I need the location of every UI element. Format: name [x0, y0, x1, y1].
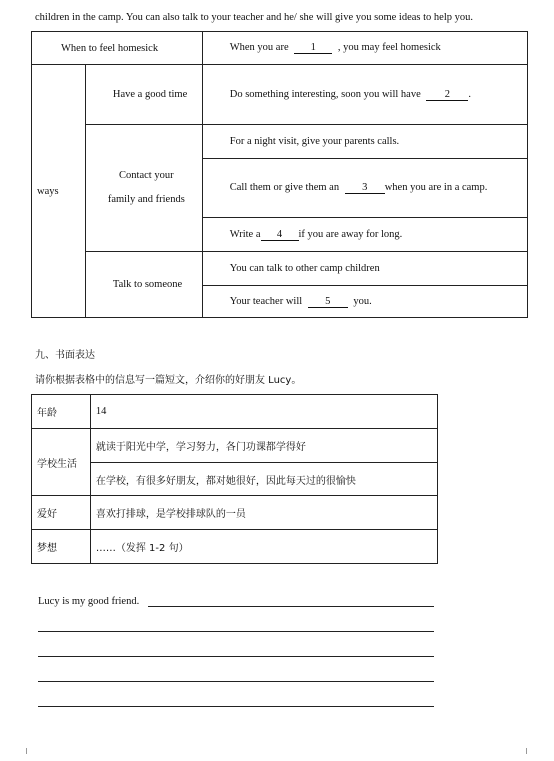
writing-start: Lucy is my good friend.	[38, 596, 140, 607]
age-label: 年龄	[37, 408, 57, 419]
teacher-pre: Your teacher will	[229, 295, 303, 307]
writing-line-5[interactable]	[38, 706, 434, 707]
age-value-cell	[90, 395, 437, 429]
call-pre: Call them or give them an	[229, 182, 340, 193]
school-label-cell	[32, 429, 91, 496]
page-corner-mark-right	[526, 748, 533, 754]
call-cell	[202, 159, 527, 218]
instruction-text: 请你根据表格中的信息写一篇短文，介绍你的好朋友 Lucy。	[35, 375, 302, 386]
age-label-cell	[32, 395, 91, 429]
intro-line: children in the camp. You can also talk to your teacher and he/ she will give you some ideas to help you.	[35, 12, 473, 23]
school-value-1: 就读于阳光中学，学习努力，各门功课都学得好	[95, 442, 306, 453]
homesick-table	[31, 31, 528, 318]
age-value: 14	[95, 406, 107, 417]
contact-line-2: family and friends	[107, 194, 185, 205]
when-label-cell	[32, 32, 203, 65]
writing-line-1[interactable]	[148, 606, 434, 607]
teacher-post: you.	[353, 295, 372, 307]
blank-3[interactable]: 3	[345, 182, 385, 194]
dream-label: 梦想	[37, 543, 57, 554]
night-visit-text: For a night visit, give your parents calls.	[229, 136, 400, 147]
section-title: 九、书面表达	[35, 350, 95, 361]
ways-label: ways	[37, 185, 59, 197]
writing-line-4[interactable]	[38, 681, 434, 682]
call-post: when you are in a camp.	[384, 182, 488, 193]
writing-line-2[interactable]	[38, 631, 434, 632]
when-pre: When you are	[229, 42, 289, 53]
contact-line-1: Contact your	[119, 170, 174, 181]
write-cell	[202, 218, 527, 252]
good-time-cell	[202, 65, 527, 125]
talk-children-text: You can talk to other camp children	[229, 263, 380, 274]
writing-line-3[interactable]	[38, 656, 434, 657]
when-cell	[202, 32, 527, 65]
when-post: , you may feel homesick	[337, 42, 441, 53]
hobby-label: 爱好	[37, 509, 57, 520]
talk-label: Talk to someone	[112, 279, 183, 290]
blank-4[interactable]: 4	[261, 229, 299, 241]
hobby-value: 喜欢打排球，是学校排球队的一员	[95, 509, 246, 520]
page-corner-mark-left	[20, 748, 27, 754]
blank-2[interactable]: 2	[426, 89, 468, 101]
good-time-label-cell	[85, 65, 202, 125]
hobby-label-cell	[32, 496, 91, 530]
dream-value-cell	[90, 530, 437, 564]
talk-children-cell	[202, 252, 527, 286]
dream-value: ……（发挥 1-2 句）	[95, 543, 189, 554]
school-value-2: 在学校，有很多好朋友，都对她很好，因此每天过的很愉快	[95, 475, 356, 487]
write-post: if you are away for long.	[298, 228, 403, 240]
night-visit-cell	[202, 125, 527, 159]
school-label: 学校生活	[37, 458, 77, 470]
when-label: When to feel homesick	[61, 42, 159, 54]
dream-label-cell	[32, 530, 91, 564]
hobby-value-cell	[90, 496, 437, 530]
teacher-cell	[202, 286, 527, 318]
write-pre: Write a	[229, 228, 261, 240]
good-time-pre: Do something interesting, soon you will have	[229, 88, 421, 100]
blank-5[interactable]: 5	[308, 296, 348, 308]
good-time-label: Have a good time	[112, 89, 188, 100]
school-value-1-cell	[90, 429, 437, 463]
talk-label-cell	[85, 252, 202, 318]
school-value-2-cell	[90, 463, 437, 496]
lucy-info-table	[31, 394, 438, 564]
contact-label-cell	[85, 125, 202, 252]
ways-label-cell	[32, 65, 86, 318]
blank-1[interactable]: 1	[294, 42, 332, 54]
good-time-post: .	[468, 88, 472, 100]
